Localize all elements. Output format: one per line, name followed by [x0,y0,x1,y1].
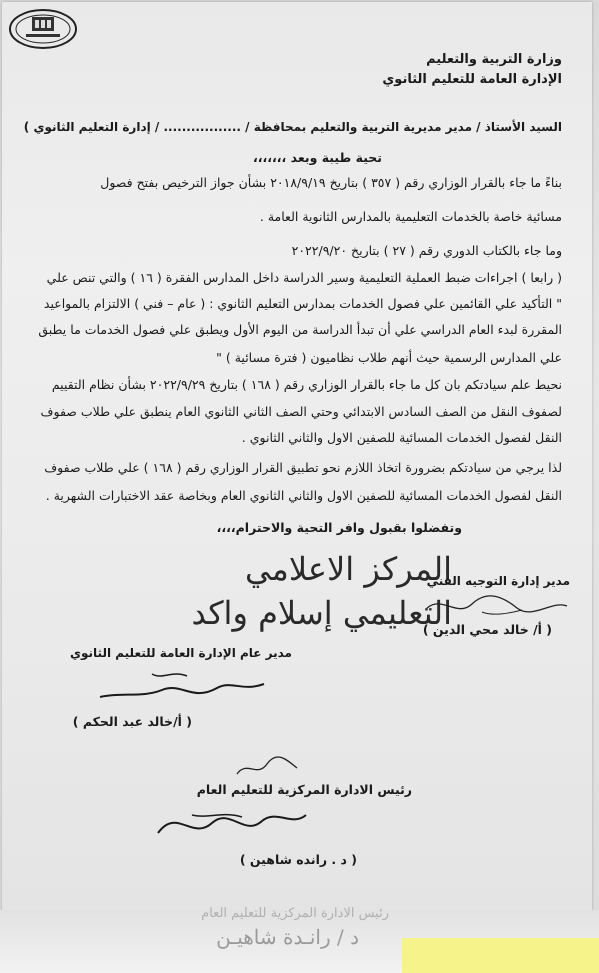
body-p3-l1: نحيط علم سيادتكم بان كل ما جاء بالقرار الوزاري رقم ( ١٦٨ ) بتاريخ ٢٠٢٢/٩/٢٩ بشأن نظام التقييم [51,377,562,392]
addressee-line: السيد الأستاذ / مدير مديرية التربية والتعليم بمحافظة / ................. / إدارة التعليم الثانوي ) [23,120,562,134]
right-signature-icon [422,590,572,622]
body-p3-l2: لصفوف النقل من الصف السادس الابتدائي وحتي الصف الثاني الثانوي العام ينطبق علي طلاب صفوف [40,404,562,419]
faded-footer-title: رئيس الادارة المركزية للتعليم العام [201,906,389,921]
body-p2-l2: ( رابعا ) اجراءات ضبط العملية التعليمية وسير الدراسة داخل المدارس الفقرة ( ١٦ ) والتي تنص علي [46,270,562,285]
center-initials-icon [232,754,302,782]
right-signatory-title: مدير إدارة التوجيه الفني [426,574,570,588]
watermark-line-1: المركز الاعلامي [245,550,452,588]
body-p4-l2: النقل لفصول الخدمات المسائية للصفين الاول والثاني الثانوي العام وبخاصة عقد الاختبارات الشهرية . [45,488,562,503]
center-signatory-title: رئيس الادارة المركزية للتعليم العام [196,782,412,797]
body-p2-l4: المقررة لبدء العام الدراسي علي أن تبدأ الدراسة من اليوم الأول ويطبق علي فصول الخدمات ما يطبق [38,322,562,337]
body-p3-l3: النقل لفصول الخدمات المسائية للصفين الاول والثاني الثانوي . [241,430,562,445]
highlight-box [402,938,599,973]
body-p4-l1: لذا يرجي من سيادتكم بضرورة اتخاذ اللازم نحو تطبيق القرار الوزاري رقم ( ١٦٨ ) علي طلاب صفوف [44,460,562,475]
body-p1-l2: مسائية خاصة بالخدمات التعليمية بالمدارس الثانوية العامة . [259,209,562,224]
department-name: الإدارة العامة للتعليم الثانوي [382,72,562,87]
left-signatory-title: مدير عام الإدارة العامة للتعليم الثانوي [70,646,292,660]
right-signatory-name: ( أ/ خالد محي الدين ) [422,622,552,637]
left-signatory-name: ( أ/خالد عبد الحكم ) [72,714,192,729]
body-p2-l3: " التأكيد علي القائمين علي فصول الخدمات بمدارس التعليم الثانوي : ( عام – فني ) الالتزام بالمواعيد [43,296,562,311]
faded-footer-name: د / رانـدة شاهيـن [216,925,359,949]
greeting: تحية طيبة وبعد ،،،،،،، [253,150,382,165]
ministry-logo-icon [8,8,78,50]
body-p2-l5: علي المدارس الرسمية حيث أنهم طلاب نظاميون ( فترة مسائية ) " [216,350,562,365]
letter-paper [2,2,592,910]
center-signature-icon [152,797,312,847]
watermark-line-2: التعليمي إسلام واكد [191,594,452,632]
body-p2-l1: وما جاء بالكتاب الدوري رقم ( ٢٧ ) بتاريخ ٢٠٢٢/٩/٢٠ [291,243,562,258]
center-signatory-name: ( د . رانده شاهين ) [239,852,357,867]
ministry-name: وزارة التربية والتعليم [426,52,562,67]
closing-line: وتفضلوا بقبول وافر التحية والاحترام،،،، [216,520,462,535]
left-signature-icon [92,662,272,712]
body-p1-l1: بناءً ما جاء بالقرار الوزاري رقم ( ٣٥٧ ) بتاريخ ٢٠١٨/٩/١٩ بشأن جواز الترخيص بفتح فصول [100,175,562,190]
